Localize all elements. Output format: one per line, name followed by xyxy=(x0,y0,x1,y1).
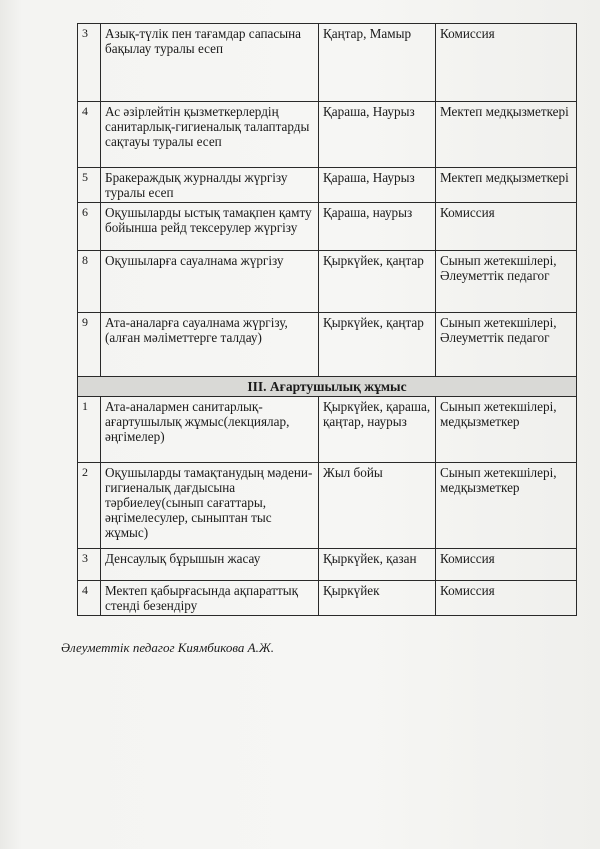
row-number: 3 xyxy=(78,24,101,102)
row-number: 4 xyxy=(78,581,101,616)
task-cell: Денсаулық бұрышын жасау xyxy=(101,549,319,581)
row-number: 2 xyxy=(78,463,101,549)
responsible-cell: Комиссия xyxy=(436,549,577,581)
term-cell: Қыркүйек, қаңтар xyxy=(319,313,436,377)
responsible-cell: Сынып жетекшілері, Әлеуметтік педагог xyxy=(436,251,577,313)
term-cell: Қараша, Наурыз xyxy=(319,168,436,203)
table-row xyxy=(78,251,577,313)
row-number: 9 xyxy=(78,313,101,377)
responsible-cell: Комиссия xyxy=(436,24,577,102)
term-cell: Қараша, наурыз xyxy=(319,203,436,251)
row-number: 3 xyxy=(78,549,101,581)
responsible-cell: Сынып жетекшілері, Әлеуметтік педагог xyxy=(436,313,577,377)
task-cell: Оқушыларды ыстық тамақпен қамту бойынша рейд тексерулер жүргізу xyxy=(101,203,319,251)
row-number: 8 xyxy=(78,251,101,313)
task-cell: Мектеп қабырғасында ақпараттық стенді безендіру xyxy=(101,581,319,616)
section-header-row xyxy=(78,377,577,397)
table-row xyxy=(78,102,577,168)
table-row xyxy=(78,581,577,616)
term-cell: Қыркүйек xyxy=(319,581,436,616)
task-cell: Бракераждық журналды жүргізу туралы есеп xyxy=(101,168,319,203)
table-row xyxy=(78,203,577,251)
table-row xyxy=(78,549,577,581)
term-cell: Қараша, Наурыз xyxy=(319,102,436,168)
responsible-cell: Мектеп медқызметкері xyxy=(436,168,577,203)
term-cell: Қыркүйек, қазан xyxy=(319,549,436,581)
task-cell: Ата-аналармен санитарлық-ағартушылық жұмыс(лекциялар, әңгімелер) xyxy=(101,397,319,463)
row-number: 4 xyxy=(78,102,101,168)
plan-table xyxy=(77,23,577,616)
signature-line: Әлеуметтік педагог Киямбикова А.Ж. xyxy=(61,640,275,655)
table-row xyxy=(78,168,577,203)
term-cell: Қыркүйек, қаңтар xyxy=(319,251,436,313)
table-row xyxy=(78,313,577,377)
term-cell: Қаңтар, Мамыр xyxy=(319,24,436,102)
row-number: 5 xyxy=(78,168,101,203)
task-cell: Ата-аналарға сауалнама жүргізу, (алған мәліметтерге талдау) xyxy=(101,313,319,377)
responsible-cell: Мектеп медқызметкері xyxy=(436,102,577,168)
task-cell: Оқушыларға сауалнама жүргізу xyxy=(101,251,319,313)
row-number: 1 xyxy=(78,397,101,463)
responsible-cell: Сынып жетекшілері, медқызметкер xyxy=(436,397,577,463)
plan-table-body xyxy=(78,24,577,616)
term-cell: Жыл бойы xyxy=(319,463,436,549)
task-cell: Азық-түлік пен тағамдар сапасына бақылау туралы есеп xyxy=(101,24,319,102)
table-row xyxy=(78,397,577,463)
table-row xyxy=(78,463,577,549)
responsible-cell: Комиссия xyxy=(436,203,577,251)
term-cell: Қыркүйек, қараша, қаңтар, наурыз xyxy=(319,397,436,463)
task-cell: Оқушыларды тамақтанудың мәдени-гигиеналық дағдысына тәрбиелеу(сынып сағаттары, әңгімелесулер, сыныптан тыс жұмыс) xyxy=(101,463,319,549)
section-title: ІІІ. Ағартушылық жұмыс xyxy=(78,377,577,397)
row-number: 6 xyxy=(78,203,101,251)
task-cell: Ас әзірлейтін қызметкерлердің санитарлық-гигиеналық талаптарды сақтауы туралы есеп xyxy=(101,102,319,168)
responsible-cell: Комиссия xyxy=(436,581,577,616)
table-row xyxy=(78,24,577,102)
responsible-cell: Сынып жетекшілері, медқызметкер xyxy=(436,463,577,549)
